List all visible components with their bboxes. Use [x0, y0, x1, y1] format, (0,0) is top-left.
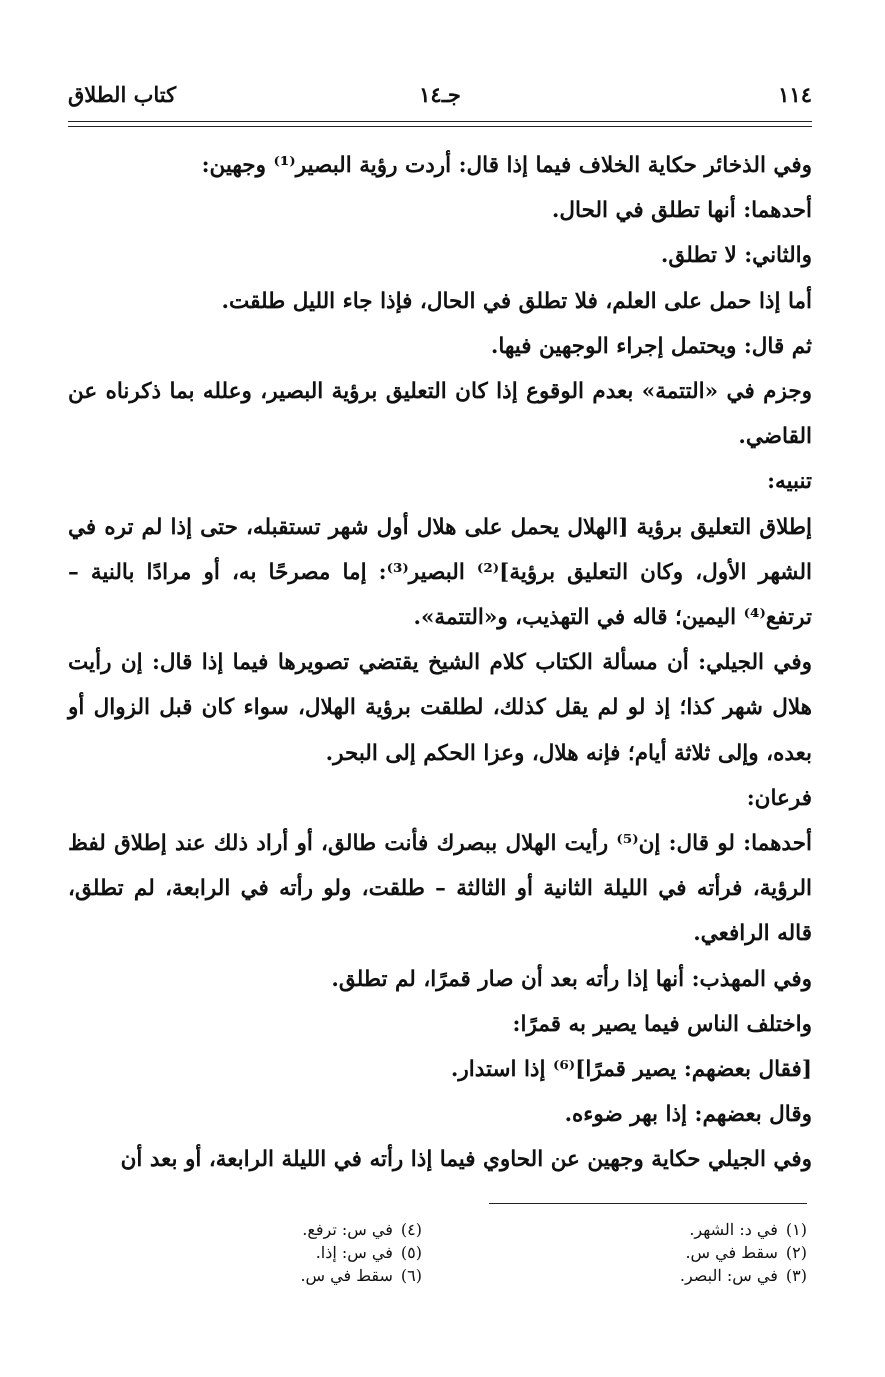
footnote-number: (٦)	[400, 1266, 422, 1285]
footnote	[300, 1218, 422, 1241]
footnote-number: (٥)	[400, 1243, 422, 1262]
book-title: كتاب الطلاق	[68, 82, 177, 107]
section-heading: فرعان:	[746, 785, 812, 811]
footnote-number: (٣)	[785, 1266, 807, 1285]
footnote-text: في د: الشهر.	[689, 1220, 778, 1239]
footnote	[300, 1241, 422, 1264]
footnote	[680, 1218, 807, 1241]
footnote-column	[680, 1218, 807, 1287]
footnote-text: في س: إذا.	[315, 1243, 393, 1262]
footnote-text: سقط في س.	[300, 1266, 393, 1285]
footnote	[680, 1241, 807, 1264]
paragraph: وفي الذخائر حكاية الخلاف فيما إذا قال: أردت رؤية البصير⁽¹⁾ وجهين:	[201, 153, 812, 178]
footnote-column	[300, 1218, 422, 1287]
header-rule-thick	[68, 121, 812, 122]
paragraph: واختلف الناس فيما يصير به قمرًا:	[512, 1011, 812, 1037]
paragraph: وجزم في «التتمة» بعدم الوقوع إذا كان التعليق برؤية البصير، وعلله بما ذكرناه عن القاضي.	[68, 379, 812, 450]
paragraph: وفي المهذب: أنها إذا رأته بعد أن صار قمرًا، لم تطلق.	[331, 966, 812, 992]
footnote-separator	[489, 1203, 807, 1204]
paragraph: أما إذا حمل على العلم، فلا تطلق في الحال، فإذا جاء الليل طلقت.	[221, 288, 812, 314]
footnote-number: (١)	[785, 1220, 807, 1239]
footnote-text: في س: البصر.	[679, 1266, 778, 1285]
footnote-number: (٤)	[400, 1220, 422, 1239]
footnote-text: في س: ترفع.	[302, 1220, 393, 1239]
header-rule-thin	[68, 126, 812, 127]
footnote	[300, 1264, 422, 1287]
paragraph: وفي الجيلي: أن مسألة الكتاب كلام الشيخ يقتضي تصويرها فيما إذا قال: إن رأيت هلال شهر كذا؛ إذ لو لم يقل كذلك، لطلقت برؤية الهلال، سواء كان قبل الزوال أو بعده، وإلى ثلاثة أيام؛ فإنه هلال، وعزا الحكم إلى البحر.	[68, 650, 812, 766]
paragraph: وقال بعضهم: إذا بهر ضوءه.	[564, 1102, 812, 1128]
volume-label: جـ١٤	[419, 82, 461, 107]
paragraph: [فقال بعضهم: يصير قمرًا]⁽⁶⁾ إذا استدار.	[450, 1057, 812, 1083]
paragraph: وفي الجيلي حكاية وجهين عن الحاوي فيما إذا رأته في الليلة الرابعة، أو بعد أن	[120, 1147, 812, 1173]
paragraph: إطلاق التعليق برؤية [الهلال يحمل على هلال أول شهر تستقبله، حتى إذا لم تره في الشهر الأول، وكان التعليق برؤية]⁽²⁾ البصير⁽³⁾: إما مصرحًا به، أو مرادًا بالنية – ترتفع⁽⁴⁾ اليمين؛ قاله في التهذيب، و«التتمة».	[68, 514, 812, 631]
paragraph: والثاني: لا تطلق.	[660, 243, 812, 269]
footnote-number: (٢)	[785, 1243, 807, 1262]
paragraph: ثم قال: ويحتمل إجراء الوجهين فيها.	[490, 333, 812, 359]
page-number: ١١٤	[778, 82, 812, 107]
running-header	[68, 82, 812, 116]
footnote	[680, 1264, 807, 1287]
footnote-text: سقط في س.	[685, 1243, 778, 1262]
paragraph: أحدهما: لو قال: إن⁽⁵⁾ رأيت الهلال ببصرك فأنت طالق، أو أراد ذلك عند إطلاق لفظ الرؤية، فرأته في الليلة الثانية أو الثالثة – طلقت، ولو رأته في الرابعة، لم تطلق، قاله الرافعي.	[68, 831, 812, 947]
paragraph: أحدهما: أنها تطلق في الحال.	[551, 198, 812, 224]
section-heading: تنبيه:	[767, 469, 812, 495]
main-text	[68, 143, 812, 1183]
